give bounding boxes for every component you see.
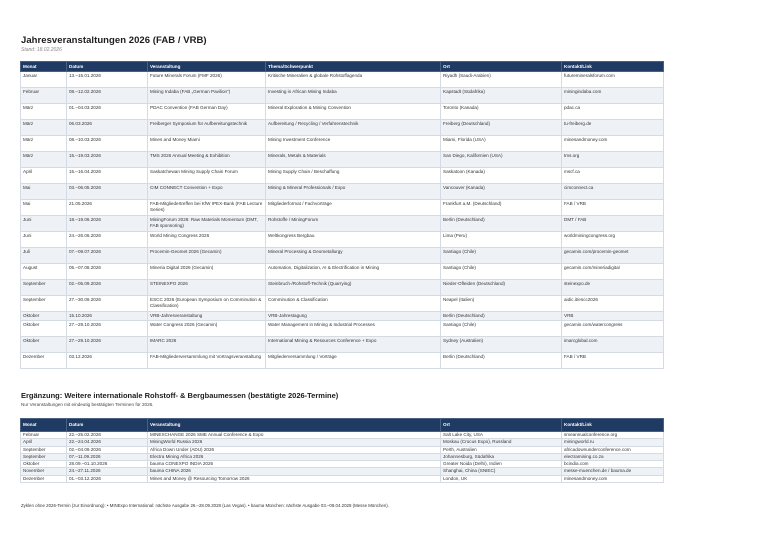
cell-monat: Oktober	[21, 321, 67, 337]
cell-thema: Minerals, Metals & Materials	[266, 152, 441, 168]
cell-kontakt[interactable]: gecamin.com/mineriadigital	[562, 264, 664, 280]
cell-veranstaltung: Procemin-Geomet 2026 (Gecamin)	[148, 248, 266, 264]
cell-datum: 08.–10.03.2026	[67, 136, 148, 152]
cell-monat: Juni	[21, 232, 67, 248]
cell-monat: März	[21, 104, 67, 120]
cell-veranstaltung: MiningForum 2026: Raw Materials Momentum (DMT, FAB sponsoring)	[148, 216, 266, 232]
cell-ort: Neapel (Italien)	[441, 296, 562, 312]
cell-veranstaltung: STEINEXPO 2026	[148, 280, 266, 296]
cell-veranstaltung: Future Minerals Forum (FMF 2026)	[148, 72, 266, 88]
cell-veranstaltung: Mines and Money @ Resourcing Tomorrow 2026	[148, 475, 441, 482]
table-row	[21, 136, 664, 152]
cell-thema: International Mining & Resources Conference + Expo	[266, 337, 441, 353]
cell-monat: Dezember	[21, 353, 67, 369]
cell-ort: Greater Noida (Delhi), Indien	[441, 461, 562, 468]
cell-kontakt[interactable]: VRB	[562, 312, 664, 321]
table-row	[21, 439, 664, 446]
cell-monat: Juli	[21, 248, 67, 264]
cell-monat: Oktober	[21, 461, 67, 468]
cell-ort: Riyadh (Saudi-Arabien)	[441, 72, 562, 88]
table-row	[21, 168, 664, 184]
table-row	[21, 312, 664, 321]
cell-thema: Mitgliederversammlung / Vorträge	[266, 353, 441, 369]
cell-datum: 07.–11.09.2026	[67, 453, 148, 460]
cell-kontakt[interactable]: FAB / VRB	[562, 353, 664, 369]
cell-monat: März	[21, 136, 67, 152]
cell-thema: Investing in African Mining Indaba	[266, 88, 441, 104]
cell-monat: Oktober	[21, 312, 67, 321]
cell-kontakt[interactable]: smeannualconference.org	[562, 432, 664, 439]
cell-monat: März	[21, 120, 67, 136]
cell-ort: Santiago (Chile)	[441, 264, 562, 280]
cell-monat: Februar	[21, 432, 67, 439]
col-header-kontakt: Kontakt/Link	[562, 419, 664, 432]
cell-thema: VRB-Jahrestagung	[266, 312, 441, 321]
table-header-row	[21, 62, 664, 72]
cell-datum: 28.09.–01.10.2026	[67, 461, 148, 468]
cell-monat: November	[21, 468, 67, 475]
cell-kontakt[interactable]: DMT / FAB	[562, 216, 664, 232]
cell-monat: Dezember	[21, 475, 67, 482]
cell-monat: Januar	[21, 72, 67, 88]
cell-ort: Lima (Peru)	[441, 232, 562, 248]
cell-kontakt[interactable]: africadownunderconference.com	[562, 446, 664, 453]
cell-kontakt[interactable]: FAB / VRB	[562, 200, 664, 216]
table-row	[21, 72, 664, 88]
cell-datum: 15.–16.04.2026	[67, 168, 148, 184]
cell-ort: Miami, Florida (USA)	[441, 136, 562, 152]
col-header-monat: Monat	[21, 62, 67, 72]
col-header-thema: Thema/Schwerpunkt	[266, 62, 441, 72]
cell-kontakt[interactable]: miningworld.ru	[562, 439, 664, 446]
cell-monat: September	[21, 453, 67, 460]
cell-veranstaltung: Saskatchewan Mining Supply Chain Forum	[148, 168, 266, 184]
cell-datum: 01.–03.12.2026	[67, 475, 148, 482]
cell-veranstaltung: TMS 2026 Annual Meeting & Exhibition	[148, 152, 266, 168]
cell-veranstaltung: Water Congress 2026 (Gecamin)	[148, 321, 266, 337]
cell-veranstaltung: FAB-Mitgliedertreffen bei KfW IPEX-Bank (FAB Lecture Series)	[148, 200, 266, 216]
cell-veranstaltung: IMARC 2026	[148, 337, 266, 353]
cell-datum: 22.–24.04.2026	[67, 439, 148, 446]
col-header-ort: Ort	[441, 62, 562, 72]
cell-monat: April	[21, 439, 67, 446]
cell-monat: Februar	[21, 88, 67, 104]
cell-datum: 18.–19.06.2026	[67, 216, 148, 232]
document-date: Stand: 18.02.2026	[21, 47, 62, 53]
cell-veranstaltung: VRB-Jahresveranstaltung	[148, 312, 266, 321]
cell-kontakt[interactable]: mscf.ca	[562, 168, 664, 184]
cell-monat: Juni	[21, 216, 67, 232]
cell-ort: Sydney (Australien)	[441, 337, 562, 353]
cell-thema: Mineral Processing & Geometallurgy	[266, 248, 441, 264]
cell-ort: Vancouver (Kanada)	[441, 184, 562, 200]
cell-veranstaltung: Africa Down Under (ADU) 2026	[148, 446, 441, 453]
cell-datum: 02.–05.09.2026	[67, 280, 148, 296]
table-row	[21, 232, 664, 248]
footnote: Zyklen ohne 2026-Termin (zur Einordnung): • MINExpo International: nächste Ausgabe 26.–28.09.2028 (Las Vegas). • bauma München: nächste Ausgabe 03.–09.04.2028 (Messe München).	[21, 503, 389, 508]
document-title: Jahresveranstaltungen 2026 (FAB / VRB)	[21, 35, 207, 46]
cell-veranstaltung: Mines and Money Miami	[148, 136, 266, 152]
cell-ort: Moskau (Crocus Expo), Russland	[441, 439, 562, 446]
cell-ort: Nieder-Ofleiden (Deutschland)	[441, 280, 562, 296]
cell-veranstaltung: MINEXCHANGE 2026 SME Annual Conference & Expo	[148, 432, 441, 439]
cell-datum: 21.05.2026	[67, 200, 148, 216]
table-row	[21, 296, 664, 312]
col-header-datum: Datum	[67, 62, 148, 72]
cell-datum: 08.–12.02.2026	[67, 88, 148, 104]
cell-ort: San Diego, Kalifornien (USA)	[441, 152, 562, 168]
table-row	[21, 280, 664, 296]
cell-datum: 02.–04.09.2026	[67, 446, 148, 453]
cell-ort: Freiberg (Deutschland)	[441, 120, 562, 136]
table-row	[21, 337, 664, 353]
cell-monat: August	[21, 264, 67, 280]
cell-ort: Santiago (Chile)	[441, 248, 562, 264]
cell-kontakt[interactable]: steinexpo.de	[562, 280, 664, 296]
cell-datum: 27.–29.10.2026	[67, 321, 148, 337]
table-row	[21, 200, 664, 216]
cell-datum: 24.–27.11.2026	[67, 468, 148, 475]
cell-ort: Berlin (Deutschland)	[441, 353, 562, 369]
cell-kontakt[interactable]: cimconnect.ca	[562, 184, 664, 200]
table-row	[21, 120, 664, 136]
cell-ort: Johannesburg, Südafrika	[441, 453, 562, 460]
cell-kontakt[interactable]: pdac.ca	[562, 104, 664, 120]
cell-veranstaltung: Electra Mining Africa 2026	[148, 453, 441, 460]
table-row	[21, 248, 664, 264]
col-header-datum: Datum	[67, 419, 148, 432]
table-row	[21, 353, 664, 369]
cell-thema: Mining Investment Conference	[266, 136, 441, 152]
cell-kontakt[interactable]: tu-freiberg.de	[562, 120, 664, 136]
cell-veranstaltung: MiningWorld Russia 2026	[148, 439, 441, 446]
table-row	[21, 216, 664, 232]
table-row	[21, 152, 664, 168]
cell-veranstaltung: CIM CONNECT Convention + Expo	[148, 184, 266, 200]
table-row	[21, 461, 664, 468]
cell-ort: Toronto (Kanada)	[441, 104, 562, 120]
cell-ort: Kapstadt (Südafrika)	[441, 88, 562, 104]
cell-thema: Comminution & Classification	[266, 296, 441, 312]
cell-kontakt[interactable]: messe-muenchen.de / bauma.de	[562, 468, 664, 475]
cell-datum: 06.03.2026	[67, 120, 148, 136]
cell-datum: 15.–19.03.2026	[67, 152, 148, 168]
table-row	[21, 184, 664, 200]
cell-thema: Weltkongress Bergbau	[266, 232, 441, 248]
cell-thema: Steinbruch-/Rohstoff-Technik (Quarrying)	[266, 280, 441, 296]
table-row	[21, 453, 664, 460]
section2-subtitle: Nur Veranstaltungen mit eindeutig bestätigten Terminen für 2026.	[21, 402, 154, 407]
cell-veranstaltung: Freiberger Symposium für Aufbereitungstechnik	[148, 120, 266, 136]
cell-datum: 27.–30.09.2026	[67, 296, 148, 312]
cell-thema: Mitgliederformat / Fachvorträge	[266, 200, 441, 216]
cell-datum: 01.–04.03.2026	[67, 104, 148, 120]
cell-veranstaltung: ESCC 2026 (European Symposium on Comminution & Classification)	[148, 296, 266, 312]
cell-veranstaltung: Mineria Digital 2026 (Gecamin)	[148, 264, 266, 280]
cell-veranstaltung: World Mining Congress 2026	[148, 232, 266, 248]
cell-kontakt[interactable]: futuremineralsforum.com	[562, 72, 664, 88]
cell-datum: 03.12.2026	[67, 353, 148, 369]
cell-veranstaltung: Mining Indaba (FAB „German Pavilion“)	[148, 88, 266, 104]
cell-kontakt[interactable]: minesandmoney.com	[562, 136, 664, 152]
col-header-ort: Ort	[441, 419, 562, 432]
cell-ort: Shanghai, China (SNIEC)	[441, 468, 562, 475]
cell-monat: September	[21, 446, 67, 453]
cell-datum: 03.–06.05.2026	[67, 184, 148, 200]
cell-kontakt[interactable]: gecamin.com/watercongress	[562, 321, 664, 337]
cell-kontakt[interactable]: minesandmoney.com	[562, 475, 664, 482]
cell-kontakt[interactable]: miningindaba.com	[562, 88, 664, 104]
col-header-kontakt: Kontakt/Link	[562, 62, 664, 72]
cell-veranstaltung: FAB-Mitgliederversammlung mit Vortragsveranstaltung	[148, 353, 266, 369]
cell-kontakt[interactable]: aidic.it/escc2026	[562, 296, 664, 312]
cell-ort: Frankfurt a.M. (Deutschland)	[441, 200, 562, 216]
cell-datum: 07.–09.07.2026	[67, 248, 148, 264]
cell-monat: September	[21, 280, 67, 296]
cell-monat: April	[21, 168, 67, 184]
events-table	[20, 61, 664, 369]
cell-kontakt[interactable]: gecamin.com/procemin-geomet	[562, 248, 664, 264]
cell-thema: Mining Supply Chain / Beschaffung	[266, 168, 441, 184]
cell-kontakt[interactable]: imarcglobal.com	[562, 337, 664, 353]
cell-ort: Perth, Australien	[441, 446, 562, 453]
cell-ort: Salt Lake City, USA	[441, 432, 562, 439]
col-header-veranstaltung: Veranstaltung	[148, 419, 441, 432]
cell-ort: Berlin (Deutschland)	[441, 216, 562, 232]
cell-veranstaltung: bauma CHINA 2026	[148, 468, 441, 475]
cell-ort: Saskatoon (Kanada)	[441, 168, 562, 184]
cell-kontakt[interactable]: worldminingcongress.org	[562, 232, 664, 248]
cell-veranstaltung: bauma CONEXPO INDIA 2026	[148, 461, 441, 468]
additional-fairs-table	[20, 418, 664, 483]
cell-datum: 05.–07.08.2026	[67, 264, 148, 280]
table-row	[21, 468, 664, 475]
cell-thema: Water Management in Mining & Industrial Processes	[266, 321, 441, 337]
table-row	[21, 321, 664, 337]
table-row	[21, 432, 664, 439]
cell-monat: September	[21, 296, 67, 312]
cell-monat: März	[21, 152, 67, 168]
cell-thema: Aufbereitung / Recycling / Verfahrenstechnik	[266, 120, 441, 136]
table-header-row	[21, 419, 664, 432]
cell-thema: Kritische Mineralien & globale Rohstoffagenda	[266, 72, 441, 88]
cell-kontakt[interactable]: electramining.co.za	[562, 453, 664, 460]
cell-monat: Mai	[21, 200, 67, 216]
table-row	[21, 446, 664, 453]
table-row	[21, 88, 664, 104]
cell-datum: 22.–25.02.2026	[67, 432, 148, 439]
cell-datum: 24.–26.06.2026	[67, 232, 148, 248]
cell-kontakt[interactable]: bcindia.com	[562, 461, 664, 468]
cell-ort: London, UK	[441, 475, 562, 482]
table-row	[21, 264, 664, 280]
cell-datum: 15.10.2026	[67, 312, 148, 321]
col-header-veranstaltung: Veranstaltung	[148, 62, 266, 72]
cell-monat: Mai	[21, 184, 67, 200]
cell-ort: Berlin (Deutschland)	[441, 312, 562, 321]
table-row	[21, 475, 664, 482]
cell-veranstaltung: PDAC Convention (FAB German Day)	[148, 104, 266, 120]
cell-datum: 27.–29.10.2026	[67, 337, 148, 353]
table-row	[21, 104, 664, 120]
cell-kontakt[interactable]: tms.org	[562, 152, 664, 168]
cell-ort: Santiago (Chile)	[441, 321, 562, 337]
cell-thema: Mineral Exploration & Mining Convention	[266, 104, 441, 120]
col-header-monat: Monat	[21, 419, 67, 432]
cell-thema: Automation, Digitalization, AI & Electrification in Mining	[266, 264, 441, 280]
section2-title: Ergänzung: Weitere internationale Rohstoff- & Bergbaumessen (bestätigte 2026-Termine)	[21, 391, 339, 400]
cell-datum: 13.–15.01.2026	[67, 72, 148, 88]
cell-thema: Mining & Mineral Professionals / Expo	[266, 184, 441, 200]
cell-thema: Rohstoffe / MiningForum	[266, 216, 441, 232]
cell-monat: Oktober	[21, 337, 67, 353]
